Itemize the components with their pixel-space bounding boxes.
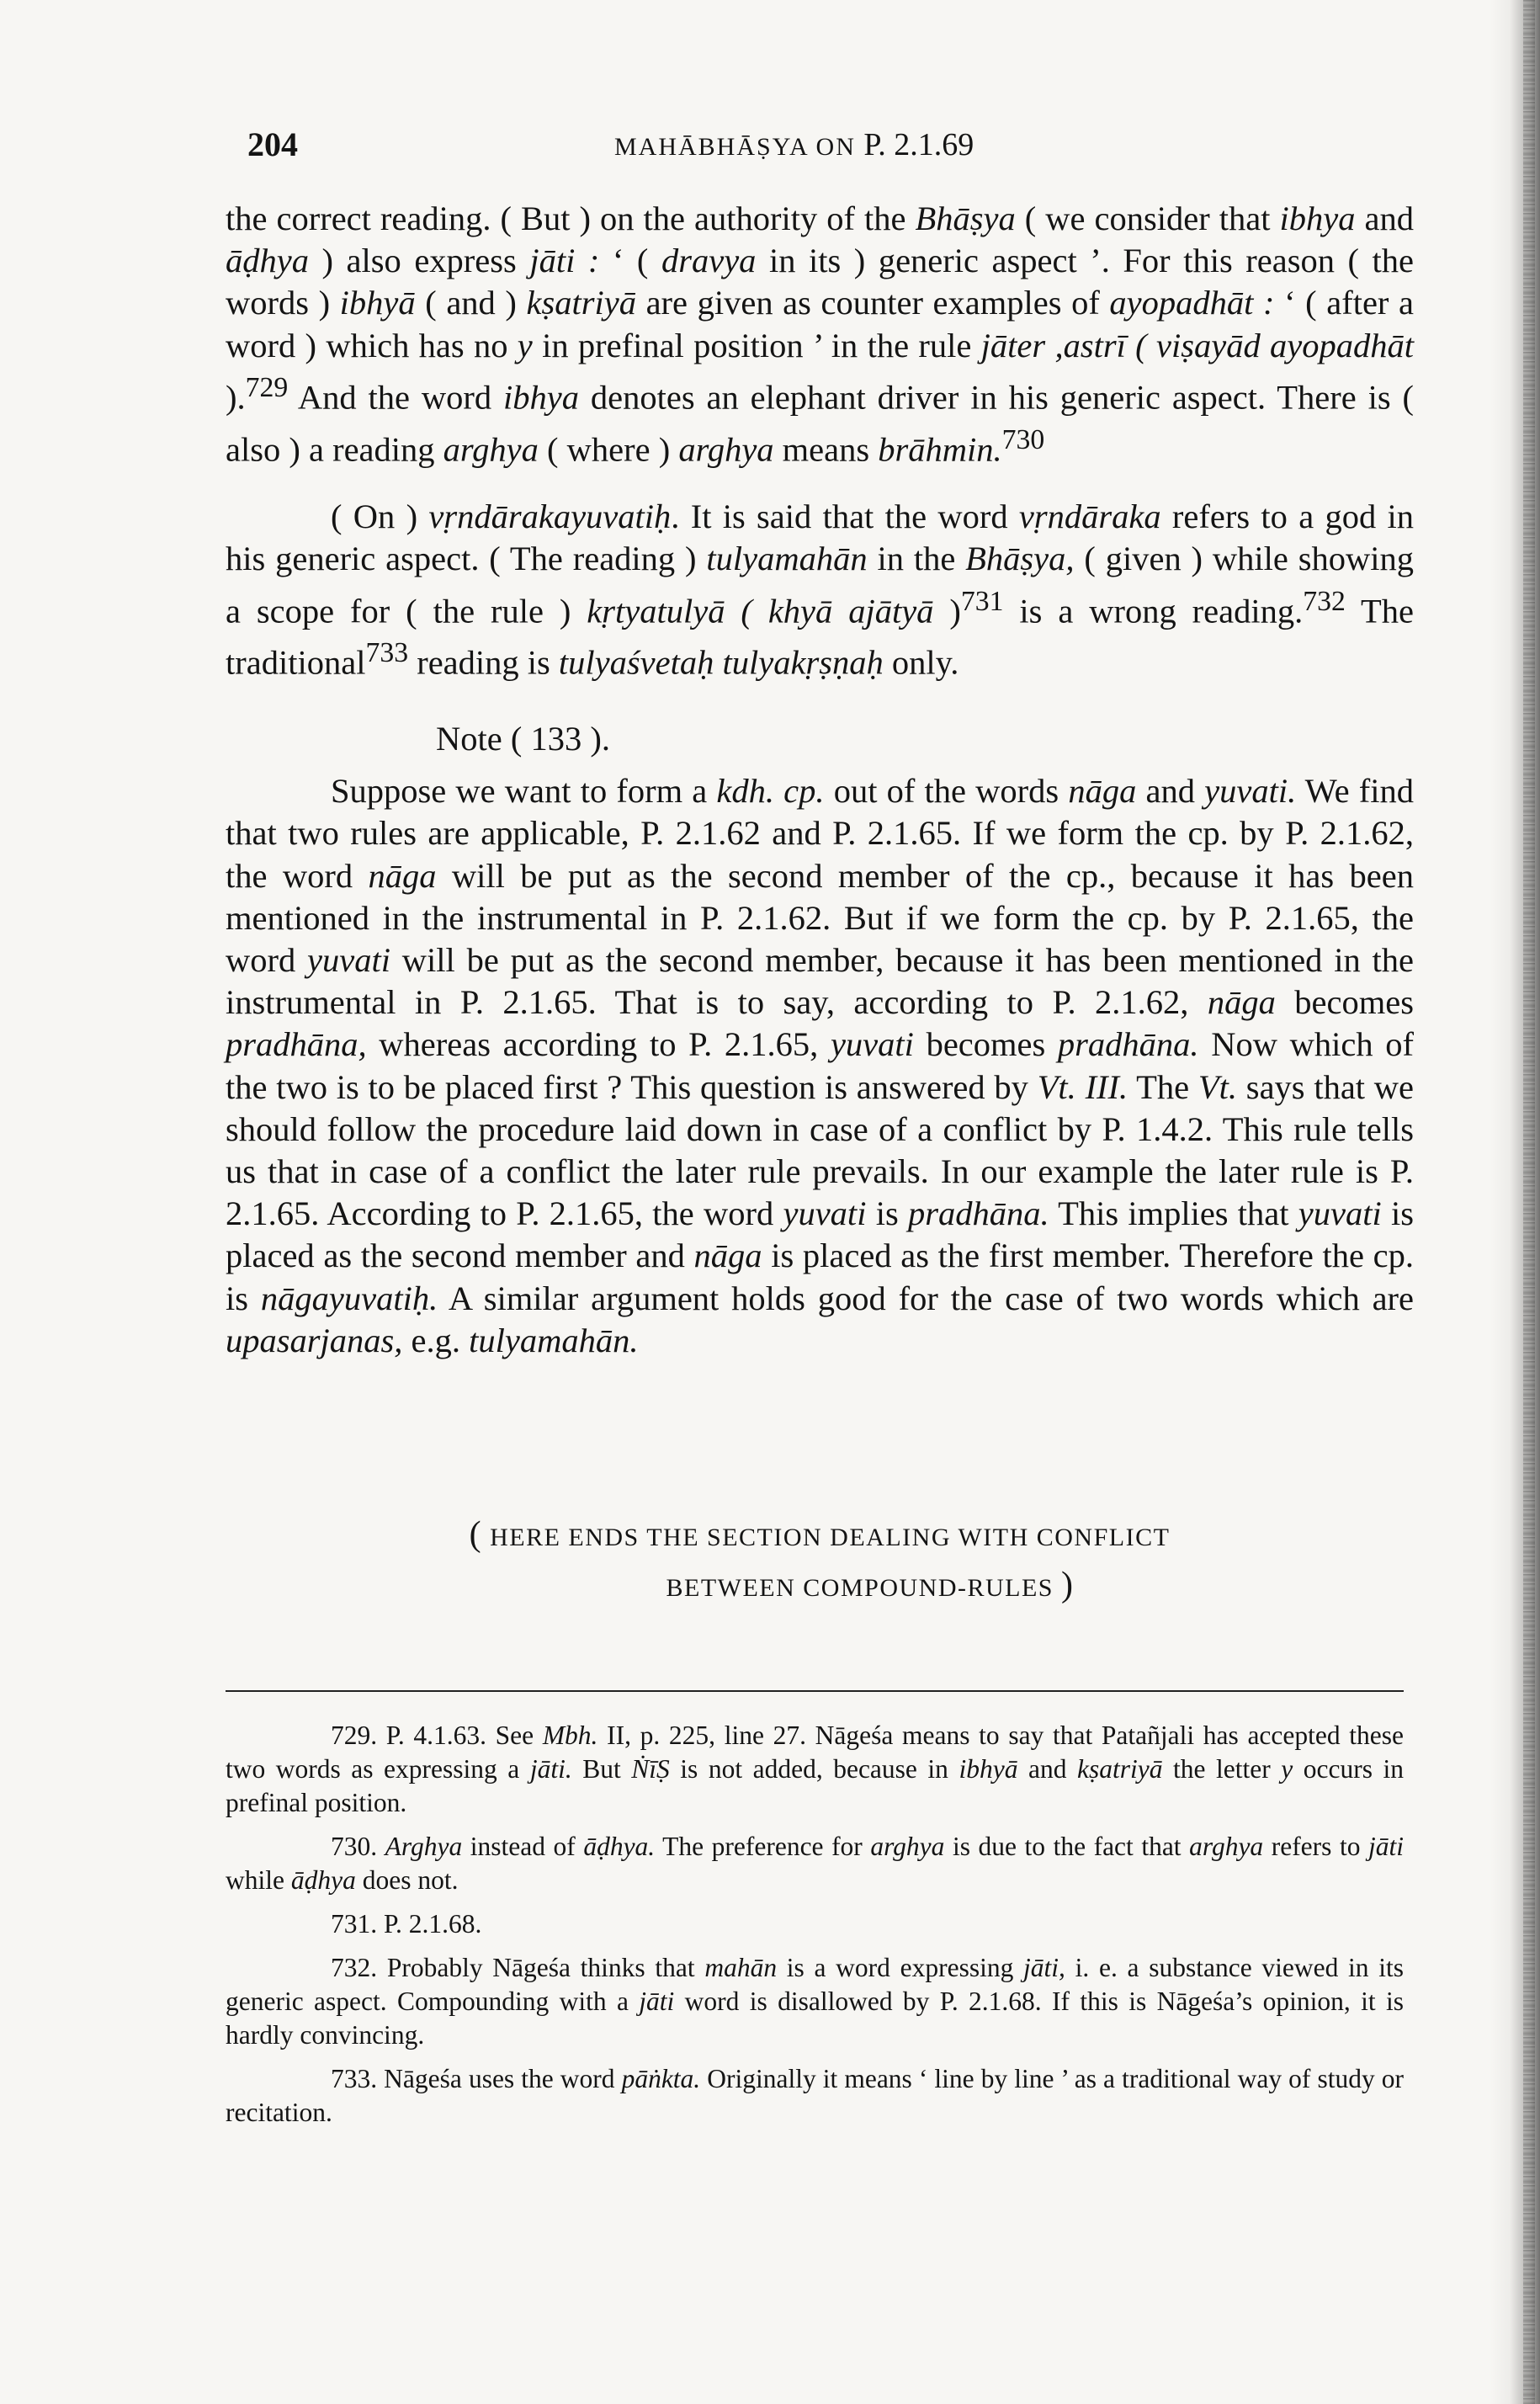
footnote-ref-729: 729 [245, 371, 289, 403]
footnote-729: 729. P. 4.1.63. See Mbh. II, p. 225, line 27. Nāgeśa means to say that Patañjali has accepted these two words as expressing a jāti. But ṄīṢ is not added, because in ibhyā and kṣatriyā the letter y occurs in prefinal position. [226, 1721, 1404, 1817]
running-title-text: MAHĀBHĀṢYA ON [614, 133, 856, 161]
page-header [227, 125, 1414, 175]
footnote-separator [226, 1690, 1404, 1692]
note-heading: Note ( 133 ). [436, 720, 610, 758]
footnote-ref-733: 733 [365, 637, 409, 669]
footnote-ref-731: 731 [960, 585, 1004, 617]
footnote-731: 731. P. 2.1.68. [331, 1909, 482, 1939]
footnote-733: 733. Nāgeśa uses the word pāṅkta. Originally it means ‘ line by line ’ as a traditional way of study or recitation. [226, 2064, 1404, 2127]
footnote-ref-732: 732 [1303, 585, 1346, 617]
page-edge-texture [1523, 0, 1535, 2404]
note-paragraph: Suppose we want to form a kdh. cp. out of the words nāga and yuvati. We find that two rules are applicable, P. 2.1.62 and P. 2.1.65. If we form the cp. by P. 2.1.62, the word nāga will be put as the second member of the cp., because it has been mentioned in the instrumental in P. 2.1.62. But if we form the cp. by P. 2.1.65, the word yuvati will be put as the second member, because it has been mentioned in the instrumental in P. 2.1.65. That is to say, according to P. 2.1.62, nāga becomes pradhāna, whereas according to P. 2.1.65, yuvati becomes pradhāna. Now which of the two is to be placed first ? This question is answered by Vt. III. The Vt. says that we should follow the procedure laid down in case of a conflict by P. 1.4.2. This rule tells us that in case of a conflict the later rule prevails. In our example the later rule is P. 2.1.65. According to P. 2.1.65, the word yuvati is pradhāna. This implies that yuvati is placed as the second member and nāga is placed as the first member. Therefore the cp. is nāgayuvatiḥ. A similar argument holds good for the case of two words which are upasarjanas, e.g. tulyamahān. [226, 772, 1415, 1359]
running-title [614, 126, 974, 163]
paragraph-1: the correct reading. ( But ) on the authority of the Bhāṣya ( we consider that ibhya and āḍhya ) also express jāti : ‘ ( dravya in its ) generic aspect ’. For this reason ( the words ) ibhyā ( and ) kṣatriyā are given as counter examples of ayopadhāt : ‘ ( after a word ) which has no y in prefinal position ’ in the rule jāter ,astrī ( viṣayād ayopadhāt ).$^{729}$ And the word ibhya denotes an elephant driver in his generic aspect. There is ( also ) a reading arghya ( where ) arghya means brāhmin.$^{730}$ [226, 199, 1414, 469]
section-end-line-1: ( HERE ENDS THE SECTION DEALING WITH CONFLICT [469, 1515, 1171, 1554]
footnote-ref-730: 730 [1001, 423, 1045, 455]
paragraph-2: ( On ) vṛndārakayuvatiḥ. It is said that the word vṛndāraka refers to a god in his generic aspect. ( The reading ) tulyamahān in the Bhāṣya, ( given ) while showing a scope for ( the rule ) kṛtyatulyā ( khyā ajātyā )$^{731}$ is a wrong reading.$^{732}$ The traditional$^{733}$ reading is tulyaśvetaḥ tulyakṛṣṇaḥ only. [226, 497, 1415, 682]
page-number: 204 [247, 125, 298, 163]
section-end-line-2: BETWEEN COMPOUND-RULES ) [666, 1566, 1075, 1604]
section-end-notice [226, 1511, 1414, 1612]
footnote-732: 732. Probably Nāgeśa thinks that mahān is a word expressing jāti, i. e. a substance viewed in its generic aspect. Compounding with a jāti word is disallowed by P. 2.1.68. If this is Nāgeśa’s opinion, it is hardly convincing. [226, 1953, 1404, 2050]
main-text [226, 198, 1414, 1362]
running-title-rule: P. 2.1.69 [863, 127, 974, 162]
footnotes [226, 1719, 1404, 2140]
footnote-730: 730. Arghya instead of āḍhya. The preference for arghya is due to the fact that arghya refers to jāti while āḍhya does not. [226, 1832, 1405, 1895]
